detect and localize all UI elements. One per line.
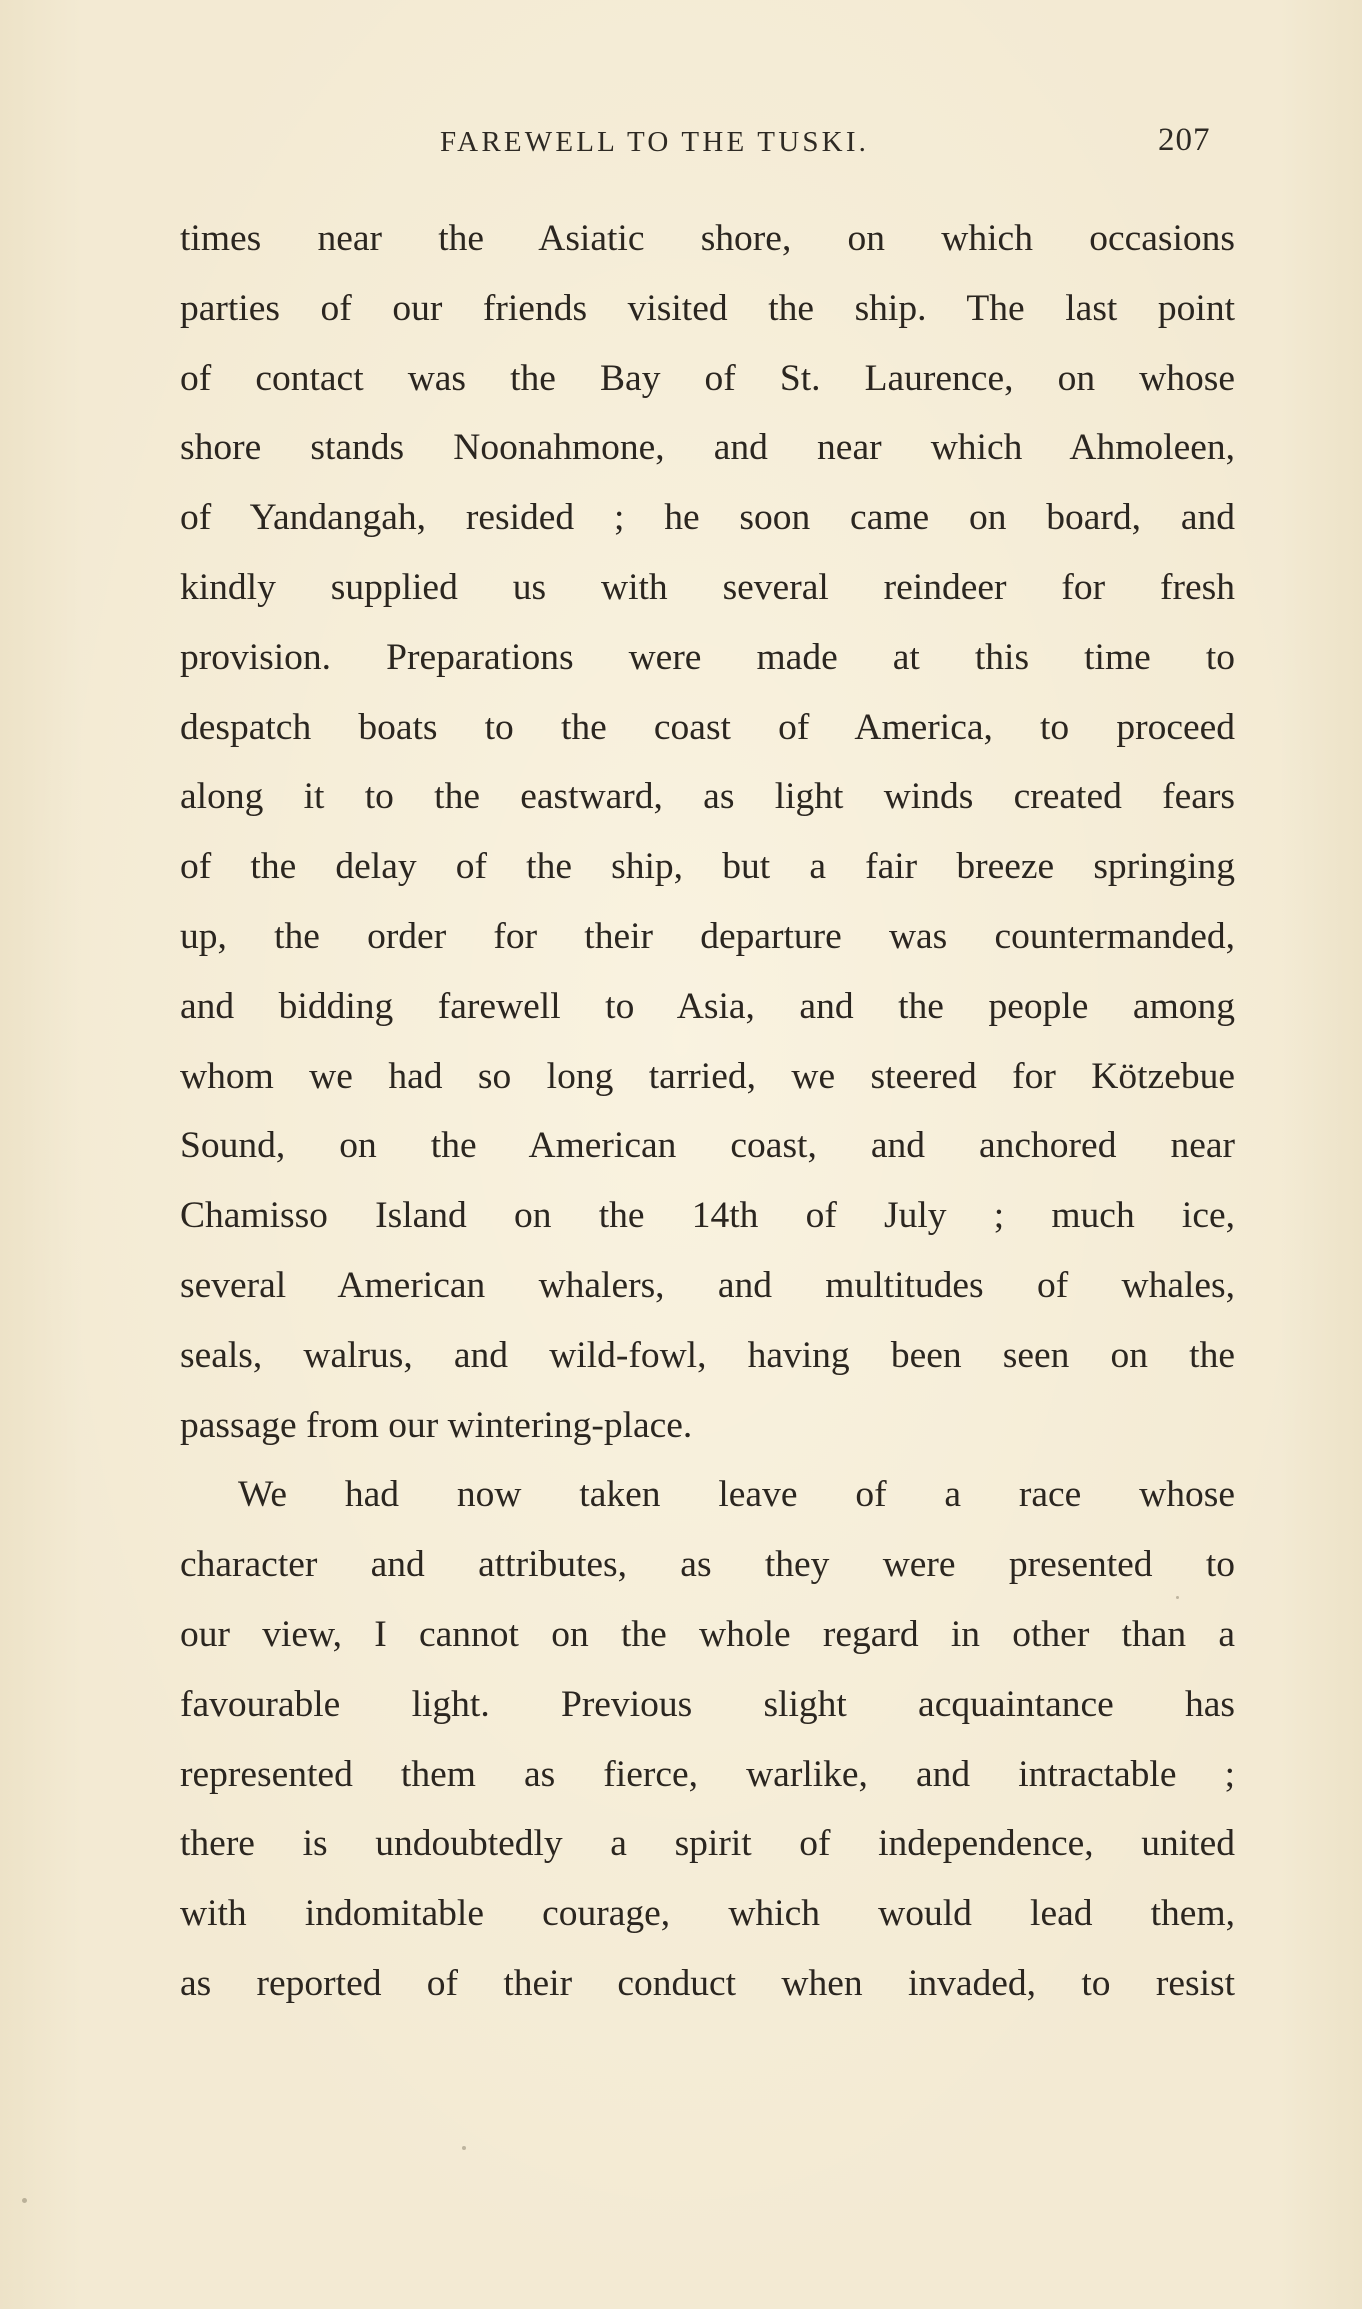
text-line: favourable light. Previous slight acquaintance has [180, 1683, 1235, 1725]
text-line: our view, I cannot on the whole regard in other than a [180, 1613, 1235, 1655]
text-line: several American whalers, and multitudes of whales, [180, 1264, 1235, 1306]
page-number: 207 [1158, 122, 1211, 158]
text-line: of Yandangah, resided ; he soon came on board, and [180, 497, 1235, 539]
text-line: up, the order for their departure was countermanded, [180, 915, 1235, 957]
paper-speck [1176, 1596, 1179, 1599]
text-line: of contact was the Bay of St. Laurence, on whose [180, 357, 1235, 399]
text-line: and bidding farewell to Asia, and the people among [180, 985, 1235, 1027]
text-line: kindly supplied us with several reindeer for fresh [180, 566, 1235, 608]
paragraph-start-line: We had now taken leave of a race whose [238, 1474, 1235, 1516]
running-head [0, 122, 1362, 162]
running-title: FAREWELL TO THE TUSKI. [440, 126, 870, 158]
text-line: as reported of their conduct when invaded, to resist [180, 1962, 1235, 2004]
text-line: provision. Preparations were made at this time to [180, 636, 1235, 678]
text-line: represented them as fierce, warlike, and intractable ; [180, 1753, 1235, 1795]
text-line: Sound, on the American coast, and anchored near [180, 1125, 1235, 1167]
text-line: despatch boats to the coast of America, to proceed [180, 706, 1235, 748]
text-line: shore stands Noonahmone, and near which Ahmoleen, [180, 427, 1235, 469]
text-line: character and attributes, as they were presented to [180, 1544, 1235, 1586]
text-line: whom we had so long tarried, we steered for Kötzebue [180, 1055, 1235, 1097]
paper-speck [462, 2146, 466, 2150]
text-line: parties of our friends visited the ship. The last point [180, 287, 1235, 329]
text-line: Chamisso Island on the 14th of July ; much ice, [180, 1195, 1235, 1237]
text-line: along it to the eastward, as light winds created fears [180, 776, 1235, 818]
paper-speck [22, 2198, 27, 2203]
text-line: seals, walrus, and wild-fowl, having been seen on the [180, 1334, 1235, 1376]
text-line: with indomitable courage, which would lead them, [180, 1893, 1235, 1935]
text-line: there is undoubtedly a spirit of independence, united [180, 1823, 1235, 1865]
paragraph-end-line: passage from our wintering-place. [180, 1404, 693, 1446]
text-line: of the delay of the ship, but a fair breeze springing [180, 846, 1235, 888]
text-line: times near the Asiatic shore, on which occasions [180, 218, 1235, 259]
body-text [180, 204, 1235, 2019]
